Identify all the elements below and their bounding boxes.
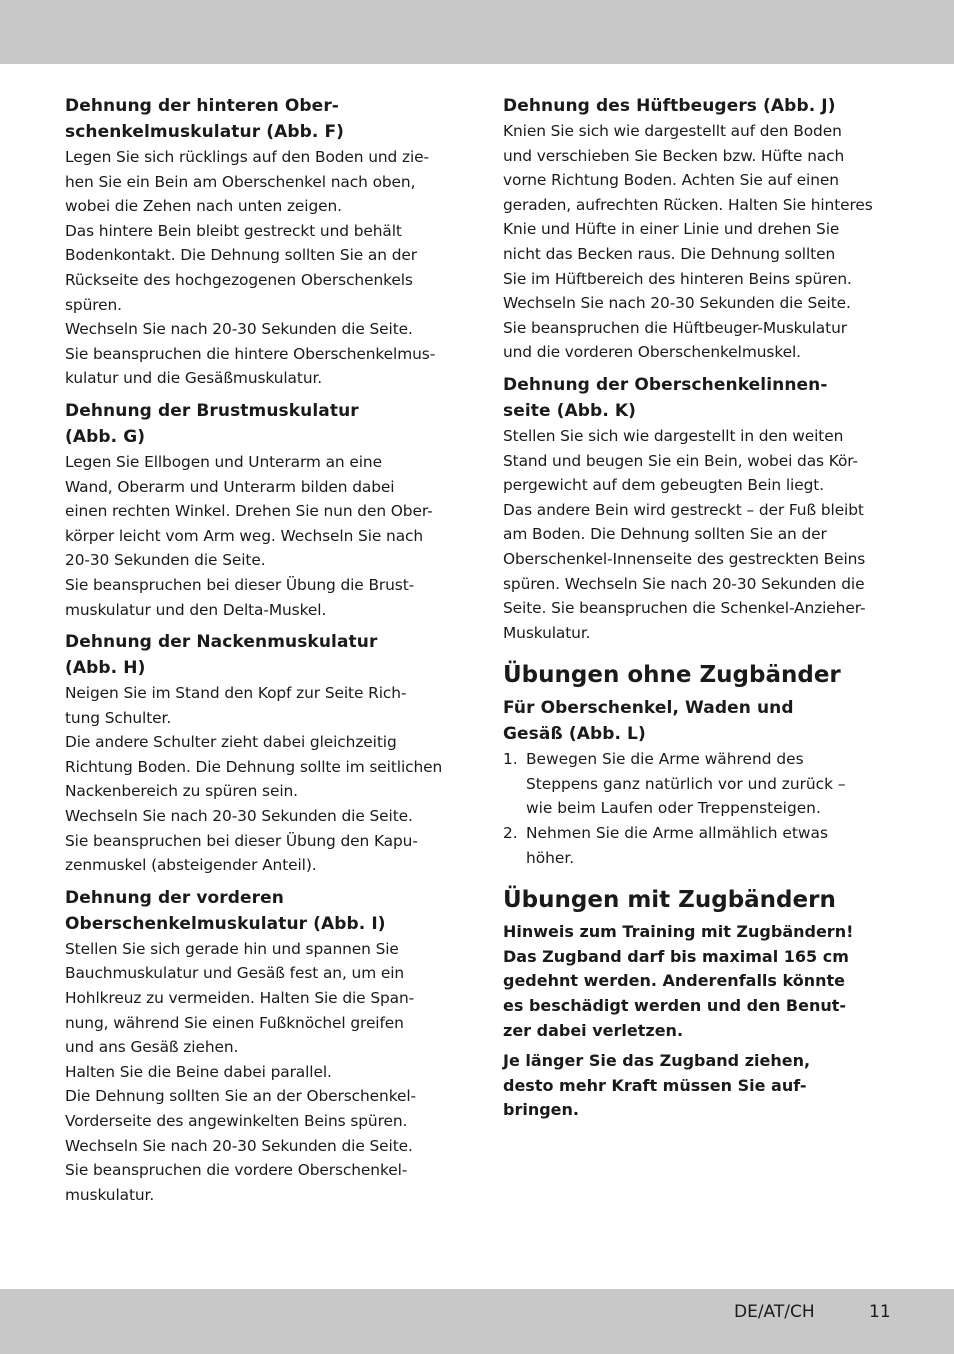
section-heading: Dehnung des Hüftbeugers (Abb. J) xyxy=(503,96,836,116)
section-stretch-neck xyxy=(65,629,457,878)
section-thighs-calves-glutes xyxy=(503,695,891,870)
right-column xyxy=(503,93,891,1129)
warning-note: Hinweis zum Training mit Zugbändern! Das Zugband darf bis maximal 165 cm gedehnt werden. Anderenfalls könnte es beschädigt werden und den Benut- zer dabei verletzen. xyxy=(503,922,854,1040)
section-heading: Dehnung der Nackenmuskulatur (Abb. H) xyxy=(65,632,378,679)
page-number: 11 xyxy=(869,1302,891,1322)
left-column xyxy=(65,93,457,1214)
section-body: Stellen Sie sich gerade hin und spannen Sie Bauchmuskulatur und Gesäß fest an, um ein Hohlkreuz zu vermeiden. Halten Sie die Span- nung, während Sie einen Fußknöchel greifen und ans Gesäß ziehen. Halten Sie die Beine dabei parallel. Die Dehnung sollten Sie an der Oberschenkel- Vorderseite des angewinkelten Beins spüren. Wechseln Sie nach 20-30 Sekunden die Seite. Sie beanspruchen die vordere Oberschenkel- muskulatur. xyxy=(65,939,416,1204)
section-heading: Dehnung der vorderen Oberschenkelmuskulatur (Abb. I) xyxy=(65,887,386,934)
tension-note: Je länger Sie das Zugband ziehen, desto mehr Kraft müssen Sie auf- bringen. xyxy=(503,1051,811,1120)
section-body: Legen Sie Ellbogen und Unterarm an eine Wand, Oberarm und Unterarm bilden dabei einen rechten Winkel. Drehen Sie nun den Ober- körper leicht vom Arm weg. Wechseln Sie nach 20-30 Sekunden die Seite. Sie beanspruchen bei dieser Übung die Brust- muskulatur und den Delta-Muskel. xyxy=(65,452,433,619)
section-stretch-chest xyxy=(65,398,457,622)
header-band xyxy=(0,0,954,64)
section-heading: Dehnung der Oberschenkelinnen- seite (Abb. K) xyxy=(503,374,828,421)
footer-region-label: DE/AT/CH xyxy=(734,1302,815,1322)
section-body: Knien Sie sich wie dargestellt auf den Boden und verschieben Sie Becken bzw. Hüfte nach vorne Richtung Boden. Achten Sie auf einen geraden, aufrechten Rücken. Halten Sie hinteres Knie und Hüfte in einer Linie und drehen Sie nicht das Becken raus. Die Dehnung sollten Sie im Hüftbereich des hinteren Beins spüren. Wechseln Sie nach 20-30 Sekunden die Seite. Sie beanspruchen die Hüftbeuger-Muskulatur und die vorderen Oberschenkelmuskel. xyxy=(503,122,873,362)
section-stretch-hamstrings xyxy=(65,93,457,391)
section-stretch-quadriceps xyxy=(65,885,457,1208)
section-heading: Dehnung der Brustmuskulatur (Abb. G) xyxy=(65,400,359,447)
heading-exercises-without-bands: Übungen ohne Zugbänder xyxy=(503,662,841,689)
section-heading: Für Oberschenkel, Waden und Gesäß (Abb. L) xyxy=(503,698,794,745)
section-stretch-inner-thigh xyxy=(503,372,891,645)
section-body: Stellen Sie sich wie dargestellt in den weiten Stand und beugen Sie ein Bein, wobei das Kör- pergewicht auf dem gebeugten Bein liegt. Das andere Bein wird gestreckt – der Fuß bleibt am Boden. Die Dehnung sollten Sie an der Oberschenkel-Innenseite des gestreckten Beins spüren. Wechseln Sie nach 20-30 Sekunden die Seite. Sie beanspruchen die Schenkel-Anzieher- Muskulatur. xyxy=(503,426,866,642)
section-stretch-hip-flexor xyxy=(503,93,891,365)
list-item: 1. Bewegen Sie die Arme während des Steppens ganz natürlich vor und zurück – wie beim Laufen oder Treppensteigen. xyxy=(503,750,846,818)
exercise-steps-list xyxy=(503,747,891,870)
list-item: 2. Nehmen Sie die Arme allmählich etwas höher. xyxy=(503,824,828,867)
section-body: Neigen Sie im Stand den Kopf zur Seite Rich- tung Schulter. Die andere Schulter zieht dabei gleichzeitig Richtung Boden. Die Dehnung sollte im seitlichen Nackenbereich zu spüren sein. Wechseln Sie nach 20-30 Sekunden die Seite. Sie beanspruchen bei dieser Übung den Kapu- zenmuskel (absteigender Anteil). xyxy=(65,684,443,875)
heading-exercises-with-bands: Übungen mit Zugbändern xyxy=(503,887,836,914)
section-heading: Dehnung der hinteren Ober- schenkelmuskulatur (Abb. F) xyxy=(65,96,345,142)
section-body: Legen Sie sich rücklings auf den Boden und zie- hen Sie ein Bein am Oberschenkel nach oben, wobei die Zehen nach unten zeigen. Das hintere Bein bleibt gestreckt und behält Bodenkontakt. Die Dehnung sollten Sie an der Rückseite des hochgezogenen Oberschenkels spüren. Wechseln Sie nach 20-30 Sekunden die Seite. Sie beanspruchen die hintere Oberschenkelmus- kulatur und die Gesäßmuskulatur. xyxy=(65,148,436,388)
